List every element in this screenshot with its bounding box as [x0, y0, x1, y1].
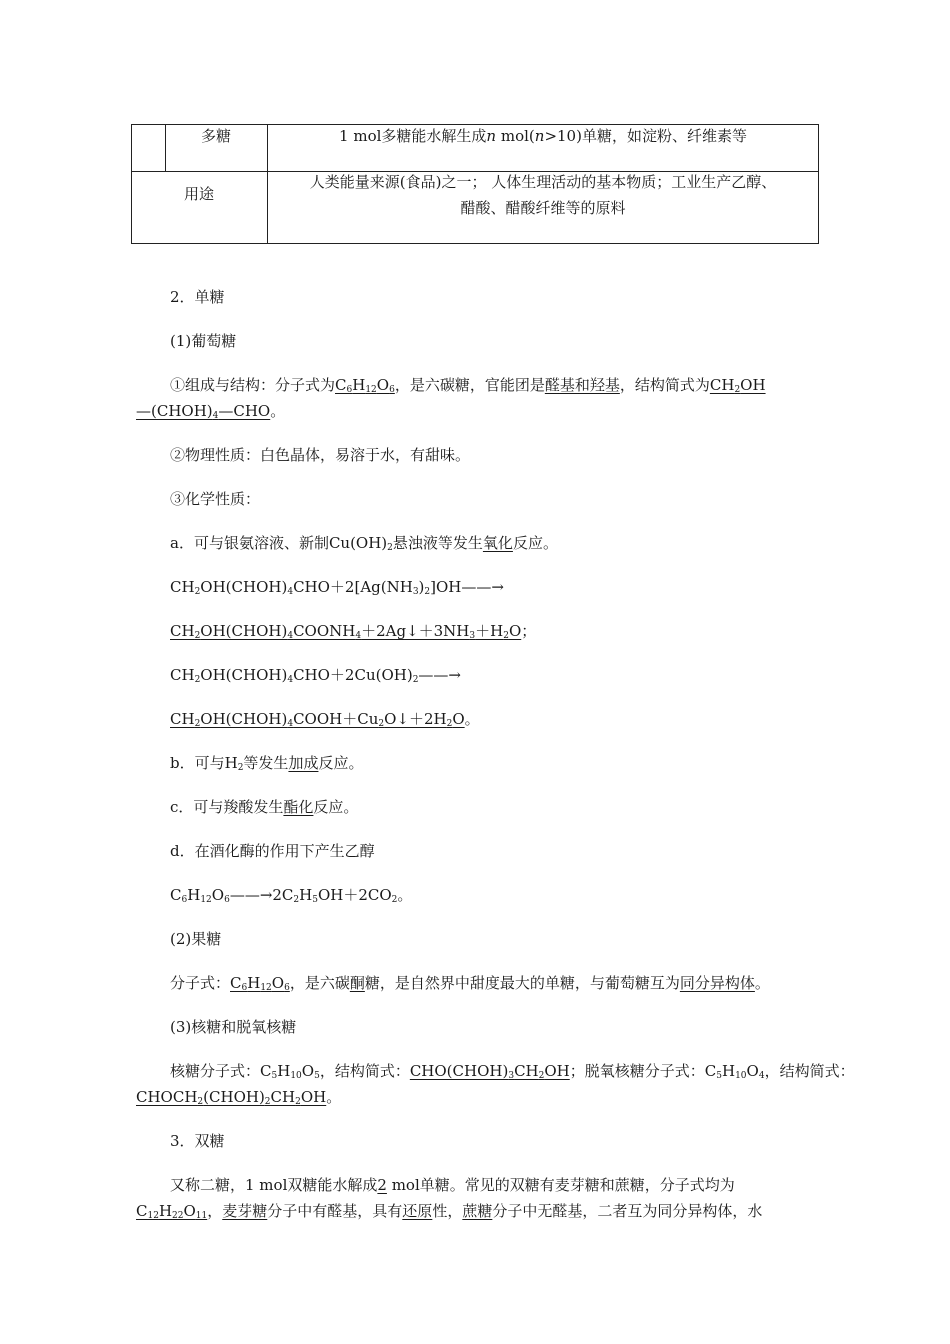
- table-row-content: 人类能量来源(食品)之一； 人体生理活动的基本物质；工业生产乙醇、: [309, 173, 777, 191]
- section-heading: 3．双糖: [170, 1132, 225, 1150]
- paragraph: c．可与羧酸发生酯化反应。: [170, 798, 359, 816]
- equation: $CH_2OH(CHOH)_4COONH_4+2Ag↓+3NH_3+H_2O$；: [170, 622, 537, 641]
- section-heading: 2．单糖: [170, 288, 225, 306]
- paragraph: ②物理性质：白色晶体，易溶于水，有甜味。: [170, 446, 471, 464]
- paragraph: ①组成与结构：分子式为$C_6H_{12}O_6$，是六碳糖，官能团是醛基和羟基，结构简式为$CH_2OH$: [170, 376, 766, 395]
- paragraph: 又称二糖，1 mol双糖能水解成2 mol单糖。常见的双糖有麦芽糖和蔗糖，分子式均为: [170, 1176, 735, 1194]
- subsection-heading: (2)果糖: [170, 930, 222, 948]
- table-row-label: 多糖: [200, 127, 231, 145]
- paragraph: $C_{12}H_{22}O_{11}$，麦芽糖分子中有醛基，具有还原性，蔗糖分子中无醛基，二者互为同分异构体，水: [136, 1202, 763, 1221]
- equation: $C_6H_{12}O_6——\to 2C_2H_5OH+2CO_2$。: [170, 886, 413, 905]
- table-row-content: 醋酸、醋酸纤维等的原料: [460, 199, 626, 217]
- table-row-content: 1 mol多糖能水解生成n mol(n>10)单糖，如淀粉、纤维素等: [339, 127, 747, 145]
- sugar-table: [131, 124, 819, 244]
- paragraph: $—(CHOH)_4—CHO$。: [136, 402, 286, 421]
- table-row-label: 用途: [183, 185, 214, 203]
- paragraph: 核糖分子式：$C_5H_{10}O_5$，结构简式：$CHO(CHOH)_3CH_2OH$；脱氧核糖分子式：$C_5H_{10}O_4$，结构简式：: [170, 1062, 855, 1081]
- paragraph: a．可与银氨溶液、新制$Cu(OH)_2$悬浊液等发生氧化反应。: [170, 534, 558, 553]
- paragraph: $CHOCH_2(CHOH)_2CH_2OH$。: [136, 1088, 342, 1107]
- subsection-heading: (1)葡萄糖: [170, 332, 237, 350]
- paragraph: b．可与$H_2$等发生加成反应。: [170, 754, 364, 773]
- subsection-heading: (3)核糖和脱氧核糖: [170, 1018, 297, 1036]
- equation: $CH_2OH(CHOH)_4COOH+Cu_2O↓+2H_2O$。: [170, 710, 480, 729]
- paragraph: ③化学性质：: [170, 490, 261, 508]
- paragraph: d．在酒化酶的作用下产生乙醇: [170, 842, 375, 860]
- equation: $CH_2OH(CHOH)_4CHO+2Cu(OH)_2——\to$: [170, 666, 461, 685]
- paragraph: 分子式：$C_6H_{12}O_6$，是六碳酮糖，是自然界中甜度最大的单糖，与葡萄糖互为同分异构体。: [170, 974, 770, 993]
- equation: $CH_2OH(CHOH)_4CHO+2[Ag(NH_3)_2]OH——\to$: [170, 578, 504, 597]
